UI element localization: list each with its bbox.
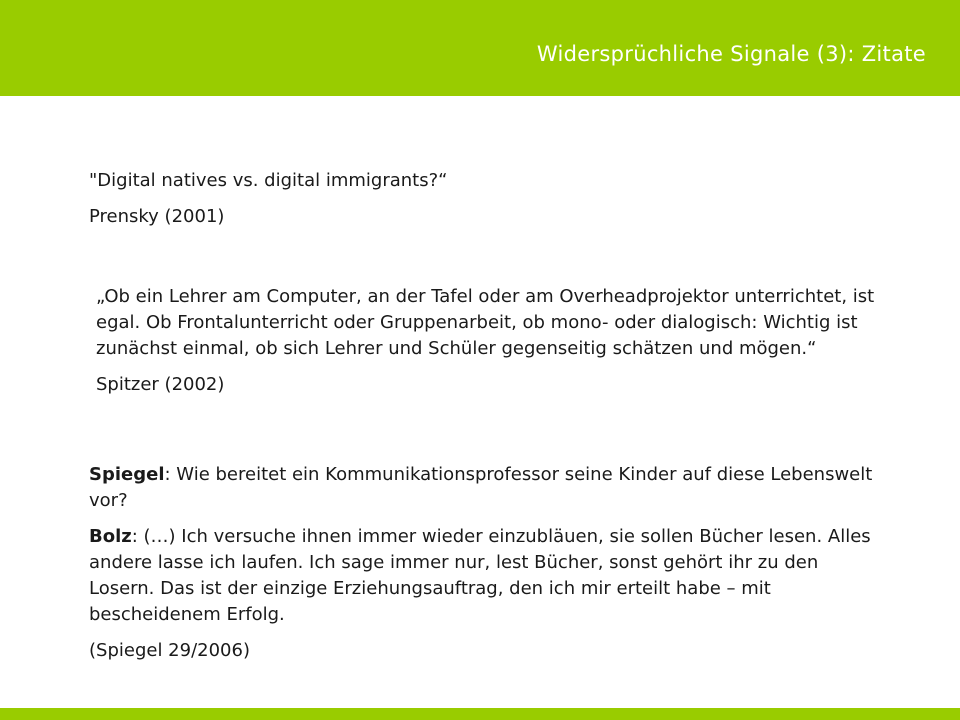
title-bar xyxy=(0,0,960,96)
interview-answer xyxy=(89,524,879,628)
footer-bar xyxy=(0,708,960,720)
quote-source: Spitzer (2002) xyxy=(96,374,225,395)
answer-text: : (…) Ich versuche ihnen immer wieder einzubläuen, sie sollen Bücher lesen. Alles andere lasse ich laufen. Ich sage immer nur, lest Bücher, sonst gehört ihr zu den Losern. Das ist der einzige Erziehungsauftrag, den ich mir erteilt habe – mit bescheidenem Erfolg. xyxy=(89,526,871,625)
quote-text: "Digital natives vs. digital immigrants?“ xyxy=(89,170,448,191)
quote-prensky xyxy=(89,168,909,230)
quote-spiegel-interview xyxy=(89,462,879,664)
quote-spitzer xyxy=(96,284,896,398)
quote-source: (Spiegel 29/2006) xyxy=(89,640,250,661)
interview-question xyxy=(89,462,879,514)
quote-source: Prensky (2001) xyxy=(89,206,225,227)
slide-title: Widersprüchliche Signale (3): Zitate xyxy=(536,42,926,66)
question-text: : Wie bereitet ein Kommunikationsprofessor seine Kinder auf diese Lebenswelt vor? xyxy=(89,464,873,511)
speaker-label: Spiegel xyxy=(89,464,165,485)
quote-text: „Ob ein Lehrer am Computer, an der Tafel oder am Overheadprojektor unterrichtet, ist egal. Ob Frontalunterricht oder Gruppenarbeit, ob mono- oder dialogisch: Wichtig ist zunächst einmal, ob sich Lehrer und Schüler gegenseitig schätzen und mögen.“ xyxy=(96,286,875,359)
speaker-label: Bolz xyxy=(89,526,132,547)
